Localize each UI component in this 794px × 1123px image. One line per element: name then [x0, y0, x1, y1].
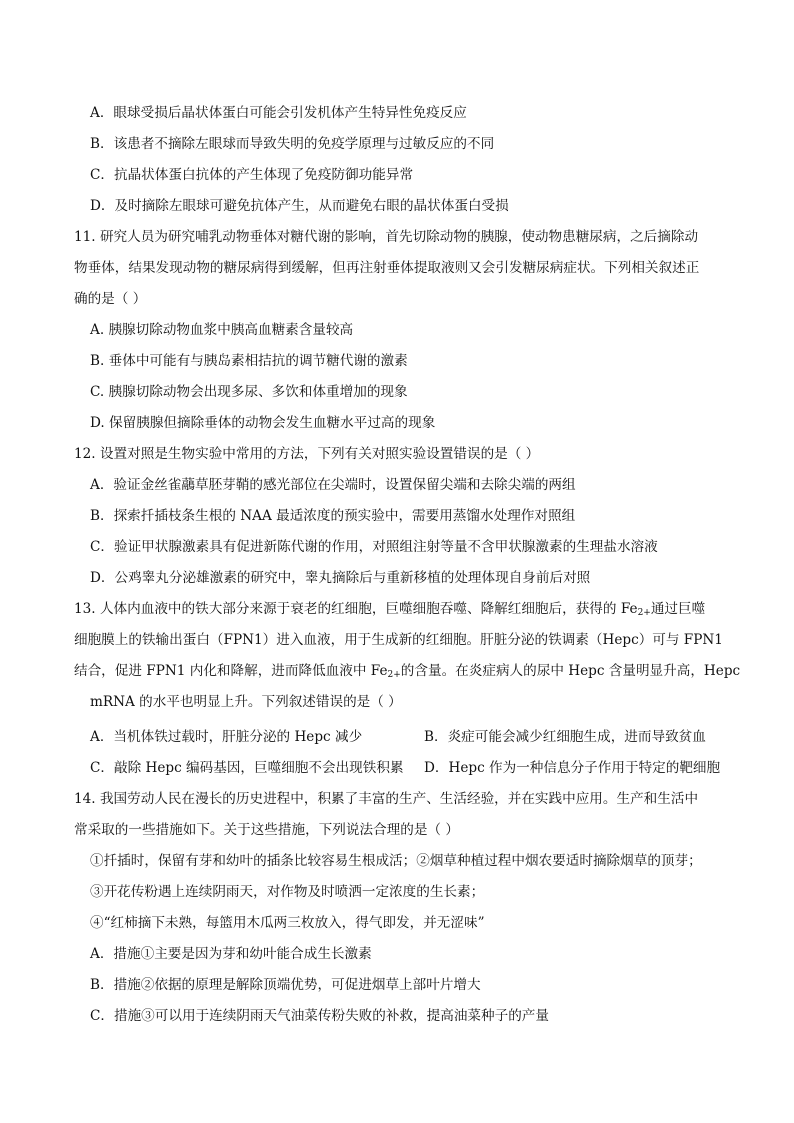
- q12-option-a: A．验证金丝雀虉草胚芽鞘的感光部位在尖端时，设置保留尖端和去除尖端的两组: [90, 477, 576, 493]
- q13-option-c: C．敲除 Hepc 编码基因，巨噬细胞不会出现铁积累: [90, 760, 404, 776]
- q13-stem-line-3: 结合，促进 FPN1 内化和降解，进而降低血液中 $Fe_{2+}$的含量。在炎症病人的尿中 Hepc 含量明显升高，Hepc: [74, 663, 741, 680]
- q13-stem-line-1: 13. 人体内血液中的铁大部分来源于衰老的红细胞，巨噬细胞吞噬、降解红细胞后，获得的 $Fe_{2+}$通过巨噬: [74, 601, 706, 618]
- q11-option-c: C. 胰腺切除动物会出现多尿、多饮和体重增加的现象: [90, 384, 408, 400]
- q10-option-c: C．抗晶状体蛋白抗体的产生体现了免疫防御功能异常: [90, 167, 414, 183]
- q12-option-d: D．公鸡睾丸分泌雄激素的研究中，睾丸摘除后与重新移植的处理体现自身前后对照: [90, 570, 591, 586]
- q14-measure-3: ③开花传粉遇上连续阴雨天，对作物及时喷洒一定浓度的生长素；: [90, 884, 485, 900]
- q14-stem-line-1: 14. 我国劳动人民在漫长的历史进程中，积累了丰富的生产、生活经验，并在实践中应用。生产和生活中: [74, 791, 699, 807]
- q12-option-c: C．验证甲状腺激素具有促进新陈代谢的作用，对照组注射等量不含甲状腺激素的生理盐水溶液: [90, 539, 658, 555]
- q11-stem-line-1: 11. 研究人员为研究哺乳动物垂体对糖代谢的影响，首先切除动物的胰腺，使动物患糖尿病，之后摘除动: [74, 229, 699, 245]
- q14-measure-4: ④“红柿摘下未熟，每篮用木瓜两三枚放入，得气即发，并无涩味”: [90, 915, 485, 931]
- q14-option-c: C．措施③可以用于连续阴雨天气油菜传粉失败的补救，提高油菜种子的产量: [90, 1008, 549, 1024]
- q14-option-b: B．措施②依据的原理是解除顶端优势，可促进烟草上部叶片增大: [90, 977, 481, 993]
- q13-stem-line-4: mRNA 的水平也明显上升。下列叙述错误的是（ ）: [90, 694, 402, 710]
- q11-option-d: D. 保留胰腺但摘除垂体的动物会发生血糖水平过高的现象: [90, 415, 436, 431]
- q14-stem-line-2: 常采取的一些措施如下。关于这些措施，下列说法合理的是（ ）: [74, 822, 459, 838]
- q13-option-b: B．炎症可能会减少红细胞生成，进而导致贫血: [424, 729, 706, 745]
- q10-option-b: B．该患者不摘除左眼球而导致失明的免疫学原理与过敏反应的不同: [90, 136, 495, 152]
- q13-option-a: A．当机体铁过载时，肝脏分泌的 Hepc 减少: [90, 729, 363, 745]
- q11-option-a: A. 胰腺切除动物血浆中胰高血糖素含量较高: [90, 322, 354, 338]
- q12-option-b: B．探索扦插枝条生根的 NAA 最适浓度的预实验中，需要用蒸馏水处理作对照组: [90, 508, 576, 524]
- q11-stem-line-2: 物垂体，结果发现动物的糖尿病得到缓解，但再注射垂体提取液则又会引发糖尿病症状。下列相关叙述正: [74, 260, 700, 276]
- q14-option-a: A．措施①主要是因为芽和幼叶能合成生长激素: [90, 946, 372, 962]
- q10-option-a: A．眼球受损后晶状体蛋白可能会引发机体产生特异性免疫反应: [90, 105, 467, 121]
- q12-stem: 12. 设置对照是生物实验中常用的方法，下列有关对照实验设置错误的是（ ）: [74, 446, 540, 462]
- q13-option-d: D．Hepc 作为一种信息分子作用于特定的靶细胞: [424, 760, 721, 776]
- q10-option-d: D．及时摘除左眼球可避免抗体产生，从而避免右眼的晶状体蛋白受损: [90, 198, 509, 214]
- q11-stem-line-3: 确的是（ ）: [74, 291, 147, 307]
- q11-option-b: B. 垂体中可能有与胰岛素相拮抗的调节糖代谢的激素: [90, 353, 408, 369]
- q13-stem-line-2: 细胞膜上的铁输出蛋白（FPN1）进入血液，用于生成新的红细胞。肝脏分泌的铁调素（Hepc）可与 FPN1: [74, 632, 723, 648]
- q14-measure-1-2: ①扦插时，保留有芽和幼叶的插条比较容易生根成活；②烟草种植过程中烟农要适时摘除烟草的顶芽；: [90, 853, 702, 869]
